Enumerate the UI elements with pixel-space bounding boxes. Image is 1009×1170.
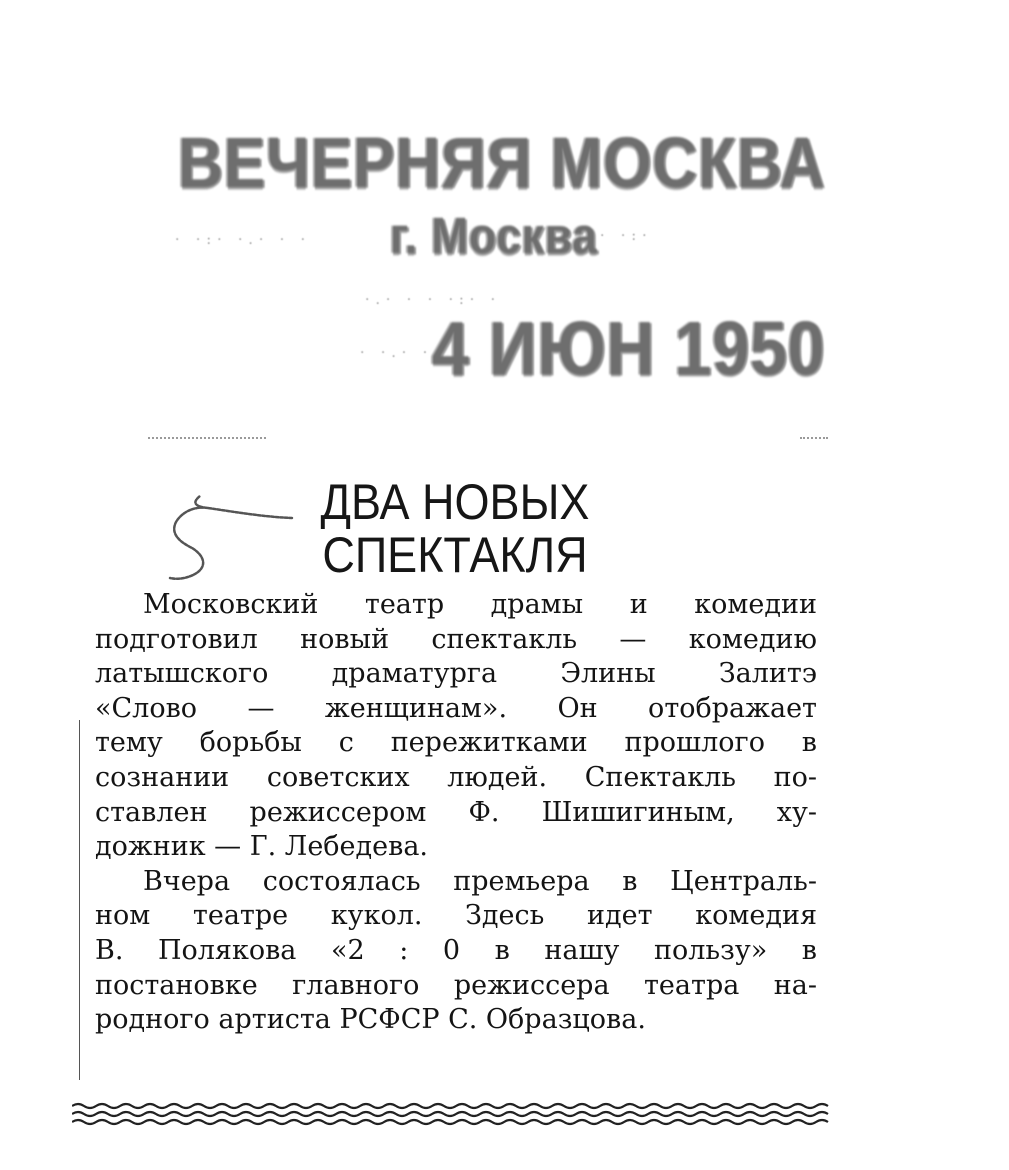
headline-line-1: ДВА НОВЫХ: [320, 474, 590, 530]
article-body: [95, 588, 817, 1038]
stamp-city: г. Москва: [390, 208, 598, 265]
paragraph1-line: тему борьбы с пережитками прошлого в: [95, 727, 817, 759]
paragraph2-line: Вчера состоялась премьера в Централь-: [143, 865, 817, 897]
paragraph1-line: латышского драматурга Элины Залитэ: [95, 658, 817, 690]
paragraph2-line: родного артиста РСФСР С. Образцова.: [95, 1004, 646, 1036]
stamp-speckle: · ·.· ·: [360, 345, 434, 361]
dotted-edge-line: [148, 437, 266, 439]
stamp-speckle: ·.· · · ·:· ·: [365, 292, 502, 308]
paragraph1-line: «Слово — женщинам». Он отображает: [95, 692, 817, 724]
stamp-speckle: · ·:·: [600, 228, 653, 244]
paragraph1-line: дожник — Г. Лебедева.: [95, 831, 429, 863]
dotted-edge-line: [800, 437, 828, 439]
stamp-date: 4 ИЮН 1950: [432, 305, 826, 391]
wavy-separator: [72, 1100, 832, 1134]
headline-line-2: СПЕКТАКЛЯ: [322, 527, 588, 583]
paragraph2-line: постановке главного режиссера театра на-: [95, 969, 817, 1001]
paragraph2-line: В. Полякова «2 : 0 в нашу пользу» в: [95, 934, 817, 966]
article-headline: [262, 476, 649, 582]
paragraph1-line: ставлен режиссером Ф. Шишигиным, ху-: [95, 796, 817, 828]
paragraph2-line: ном театре кукол. Здесь идет комедия: [95, 900, 817, 932]
stamp-speckle: · ·:· ·.· · ·: [175, 232, 312, 248]
stamp-newspaper-name: ВЕЧЕРНЯЯ МОСКВА: [178, 123, 826, 204]
column-rule: [79, 720, 80, 1080]
paragraph1-line: подготовил новый спектакль — комедию: [95, 623, 817, 655]
paragraph1-line: сознании советских людей. Спектакль по-: [95, 761, 817, 793]
paragraph1-line: Московский театр драмы и комедии: [143, 589, 817, 620]
